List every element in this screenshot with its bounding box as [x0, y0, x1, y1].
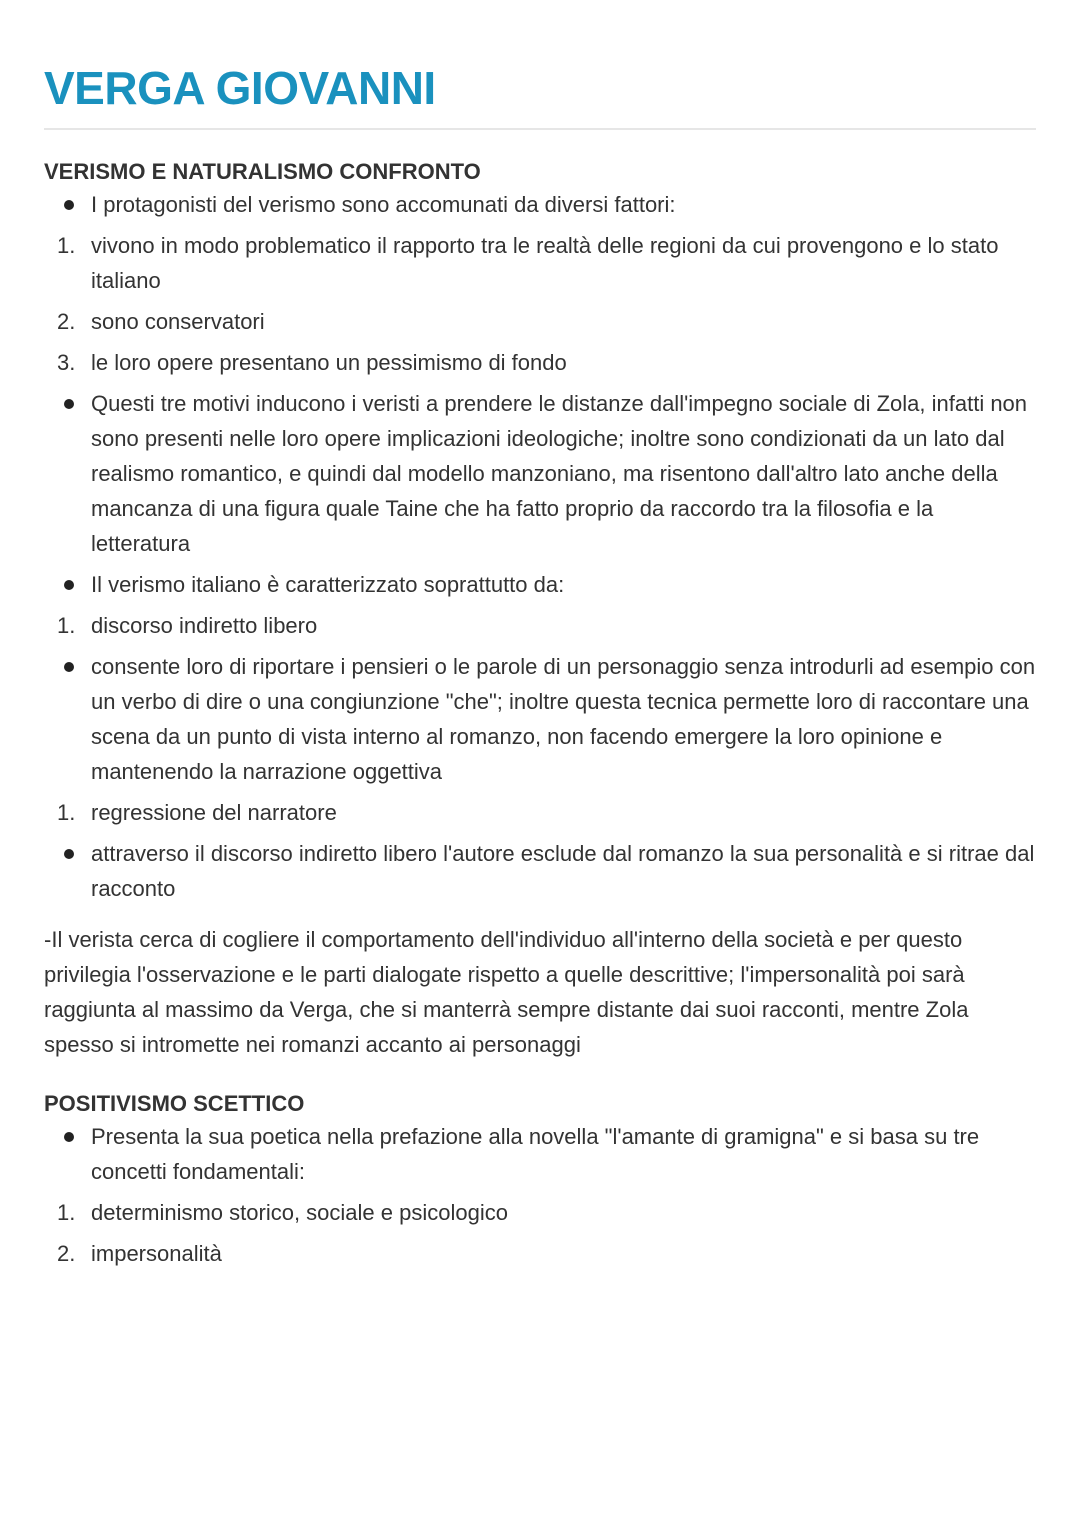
- list-item: [91, 649, 1036, 789]
- list-item: [57, 1195, 1036, 1230]
- list-item-text: vivono in modo problematico il rapporto tra le realtà delle regioni da cui provengono e lo stato italiano: [91, 233, 999, 293]
- list-number: 2.: [57, 309, 76, 334]
- list-number: 1.: [57, 800, 76, 825]
- section-heading-positivismo: POSITIVISMO SCETTICO: [44, 1091, 305, 1116]
- bullet-list: [44, 649, 1036, 789]
- list-item-text: le loro opere presentano un pessimismo di fondo: [91, 350, 567, 375]
- list-item: [57, 228, 1036, 298]
- list-item-text: attraverso il discorso indiretto libero l'autore esclude dal romanzo la sua personalità e si ritrae dal racconto: [91, 841, 1035, 901]
- list-item: [57, 1236, 1036, 1271]
- list-item-text: I protagonisti del verismo sono accomunati da diversi fattori:: [91, 192, 676, 217]
- list-item: [91, 386, 1036, 561]
- bullet-icon: [64, 662, 74, 672]
- body-paragraph: -Il verista cerca di cogliere il comportamento dell'individuo all'interno della società e per questo privilegia l'osservazione e le parti dialogate rispetto a quelle descrittive; l'impersonalità poi sarà raggiunta al massimo da Verga, che si manterrà sempre distante dai suoi racconti, mentre Zola spesso si intromette nei romanzi accanto ai personaggi: [44, 927, 969, 1057]
- section-heading-verismo: VERISMO E NATURALISMO CONFRONTO: [44, 159, 481, 184]
- bullet-icon: [64, 849, 74, 859]
- bullet-list: [44, 836, 1036, 906]
- list-item: [57, 304, 1036, 339]
- list-item-text: discorso indiretto libero: [91, 613, 318, 638]
- bullet-icon: [64, 399, 74, 409]
- page-title: VERGA GIOVANNI: [44, 62, 436, 114]
- list-item: [91, 836, 1036, 906]
- list-item: [57, 795, 1036, 830]
- bullet-icon: [64, 580, 74, 590]
- list-number: 1.: [57, 613, 76, 638]
- list-item: [57, 608, 1036, 643]
- list-item: [57, 345, 1036, 380]
- list-item-text: determinismo storico, sociale e psicologico: [91, 1200, 508, 1225]
- title-divider: [44, 128, 1036, 130]
- bullet-list: [44, 1119, 1036, 1189]
- list-number: 1.: [57, 1200, 76, 1225]
- bullet-list: [44, 386, 1036, 602]
- list-item-text: Presenta la sua poetica nella prefazione alla novella "l'amante di gramigna" e si basa su tre concetti fondamentali:: [91, 1124, 980, 1184]
- list-item-text: regressione del narratore: [91, 800, 337, 825]
- list-item: [91, 1119, 1036, 1189]
- bullet-icon: [64, 1132, 74, 1142]
- list-item: [91, 187, 1036, 222]
- list-item-text: consente loro di riportare i pensieri o le parole di un personaggio senza introdurli ad esempio con un verbo di dire o una congiunzione "che"; inoltre questa tecnica permette loro di raccontare una scena da un punto di vista interno al romanzo, non facendo emergere la loro opinione e mantenendo la narrazione oggettiva: [91, 654, 1036, 784]
- list-number: 3.: [57, 350, 76, 375]
- list-number: 1.: [57, 233, 76, 258]
- list-item-text: impersonalità: [91, 1241, 222, 1266]
- bullet-list: [44, 187, 1036, 222]
- list-item-text: sono conservatori: [91, 309, 265, 334]
- numbered-list: [44, 795, 1036, 830]
- bullet-icon: [64, 200, 74, 210]
- list-number: 2.: [57, 1241, 76, 1266]
- list-item-text: Il verismo italiano è caratterizzato soprattutto da:: [91, 572, 565, 597]
- numbered-list: [44, 1195, 1036, 1271]
- list-item-text: Questi tre motivi inducono i veristi a prendere le distanze dall'impegno sociale di Zola, infatti non sono presenti nelle loro opere implicazioni ideologiche; inoltre sono condizionati da un lato dal realismo romantico, e quindi dal modello manzoniano, ma risentono dall'altro lato anche della mancanza di una figura quale Taine che ha fatto proprio da raccordo tra la filosofia e la letteratura: [91, 391, 1028, 556]
- numbered-list: [44, 228, 1036, 380]
- list-item: [91, 567, 1036, 602]
- numbered-list: [44, 608, 1036, 643]
